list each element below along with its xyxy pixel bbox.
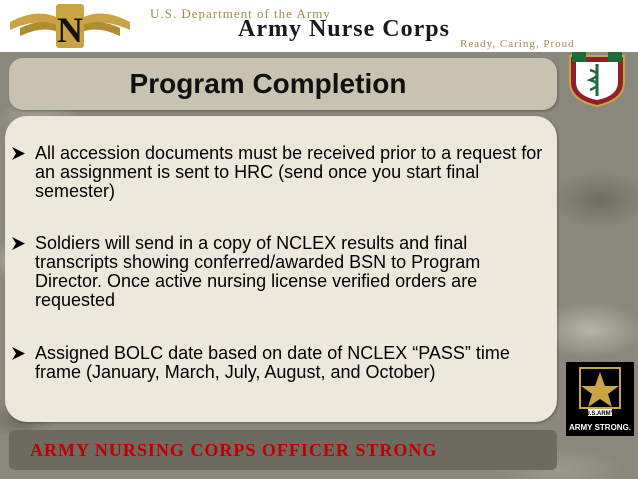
bullet-item [11, 234, 551, 310]
nurse-corps-emblem-icon [0, 0, 140, 52]
bullet-item [11, 144, 551, 201]
header-motto: Ready, Caring, Proud [460, 38, 575, 50]
bullet-item [11, 344, 551, 382]
content-box [5, 116, 557, 422]
arrow-bullet-icon [11, 344, 27, 363]
bullet-text: Soldiers will send in a copy of NCLEX results and final transcripts showing conferred/awarded BSN to Program Director. Once active nursing license verified orders are requested [35, 233, 481, 310]
emblem-letter: N [57, 10, 83, 50]
army-logo-small-text: U.S.ARMY [585, 411, 615, 417]
medical-crest-icon [566, 52, 628, 108]
arrow-bullet-icon [11, 144, 27, 163]
header-corps-name: Army Nurse Corps [238, 16, 450, 42]
header-banner [0, 0, 638, 54]
title-box [9, 58, 557, 110]
army-star-icon [566, 362, 634, 418]
arrow-bullet-icon [11, 234, 27, 253]
footer-slogan: ARMY NURSING CORPS OFFICER STRONG [30, 440, 438, 460]
bullet-text: All accession documents must be received prior to a request for an assignment is sent to HRC (send once you start final semester) [35, 143, 543, 201]
army-strong-logo [566, 362, 634, 436]
army-logo-caption: ARMY STRONG. [568, 423, 632, 432]
header-department: U.S. Department of the Army [150, 6, 331, 21]
bullet-text: Assigned BOLC date based on date of NCLEX “PASS” time frame (January, March, July, August, and October) [35, 343, 510, 382]
slide-title: Program Completion [129, 68, 407, 99]
